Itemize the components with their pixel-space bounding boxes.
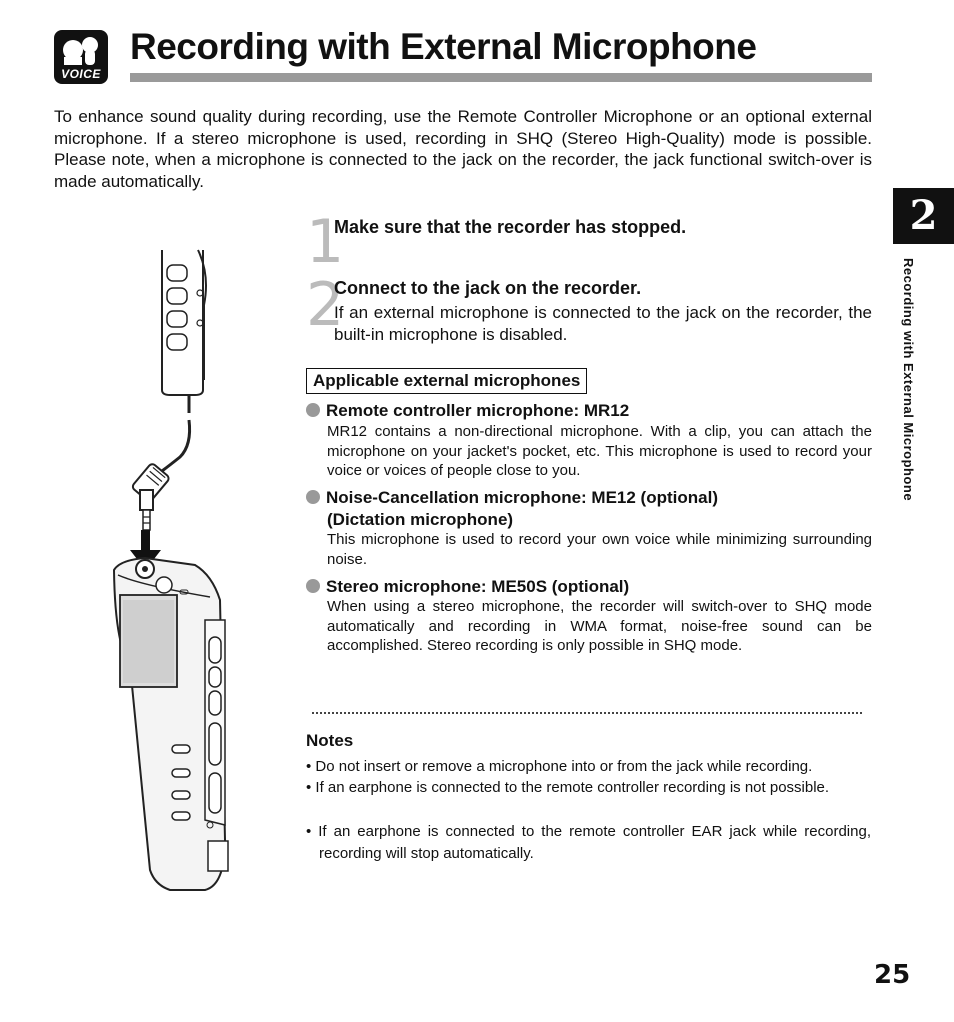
remote-controller-illustration xyxy=(131,250,206,530)
microphone-heading xyxy=(306,576,629,598)
step-title: Make sure that the recorder has stopped. xyxy=(334,217,687,237)
voice-logo-icon xyxy=(54,30,108,84)
applicable-heading: Applicable external microphones xyxy=(306,368,587,394)
logo-text: VOICE xyxy=(61,67,101,81)
microphone-name-line2: (Dictation microphone) xyxy=(327,510,514,529)
microphone-name: Stereo microphone: ME50S (optional) xyxy=(326,577,630,596)
circle-bullet-icon xyxy=(306,490,320,504)
note-item: • If an earphone is connected to the remote controller EAR jack while recording, recording will stop automatically. xyxy=(306,823,871,862)
intro-paragraph: To enhance sound quality during recording, use the Remote Controller Microphone or an optional external microphone. If a stereo microphone is used, recording in SHQ (Stereo High-Quality) mode is possible. Please note, when a microphone is connected to the jack on the recorder, the jack functional switch-over is made automatically. xyxy=(54,107,872,191)
microphone-heading xyxy=(306,487,718,509)
recorder-illustration xyxy=(100,245,240,895)
step-description: If an external microphone is connected to the jack on the recorder, the built-in microphone is disabled. xyxy=(334,303,872,344)
voice-recorder-illustration xyxy=(114,558,228,890)
microphone-description: MR12 contains a non-directional microphone. With a clip, you can attach the microphone on your jacket's pocket, etc. This microphone is used to record your voice or voices of people close to you. xyxy=(327,423,872,479)
circle-bullet-icon xyxy=(306,579,320,593)
microphone-description: This microphone is used to record your own voice while minimizing surrounding noise. xyxy=(327,531,872,568)
step-number: 1 xyxy=(306,207,345,277)
chapter-vertical-label: Recording with External Microphone xyxy=(901,258,916,502)
dotted-divider xyxy=(312,712,862,714)
page-title: Recording with External Microphone xyxy=(130,26,757,67)
notes-title: Notes xyxy=(306,731,354,750)
microphone-description: When using a stereo microphone, the recorder will switch-over to SHQ mode automatically and recording in WMA format, noise-free sound can be accomplished. Stereo recording is only possible in SHQ mode. xyxy=(327,598,872,654)
step-title: Connect to the jack on the recorder. xyxy=(334,278,642,298)
title-underline xyxy=(130,73,872,82)
chapter-tab: 2 xyxy=(893,188,954,244)
page-number: 25 xyxy=(874,960,911,990)
note-item: • Do not insert or remove a microphone into or from the jack while recording. xyxy=(306,758,813,775)
microphone-heading xyxy=(306,400,629,422)
microphone-name: Noise-Cancellation microphone: ME12 (optional) xyxy=(326,488,718,507)
note-item: • If an earphone is connected to the remote controller recording is not possible. xyxy=(306,779,830,796)
circle-bullet-icon xyxy=(306,403,320,417)
microphone-name: Remote controller microphone: MR12 xyxy=(326,401,630,420)
step-number: 2 xyxy=(306,270,345,340)
